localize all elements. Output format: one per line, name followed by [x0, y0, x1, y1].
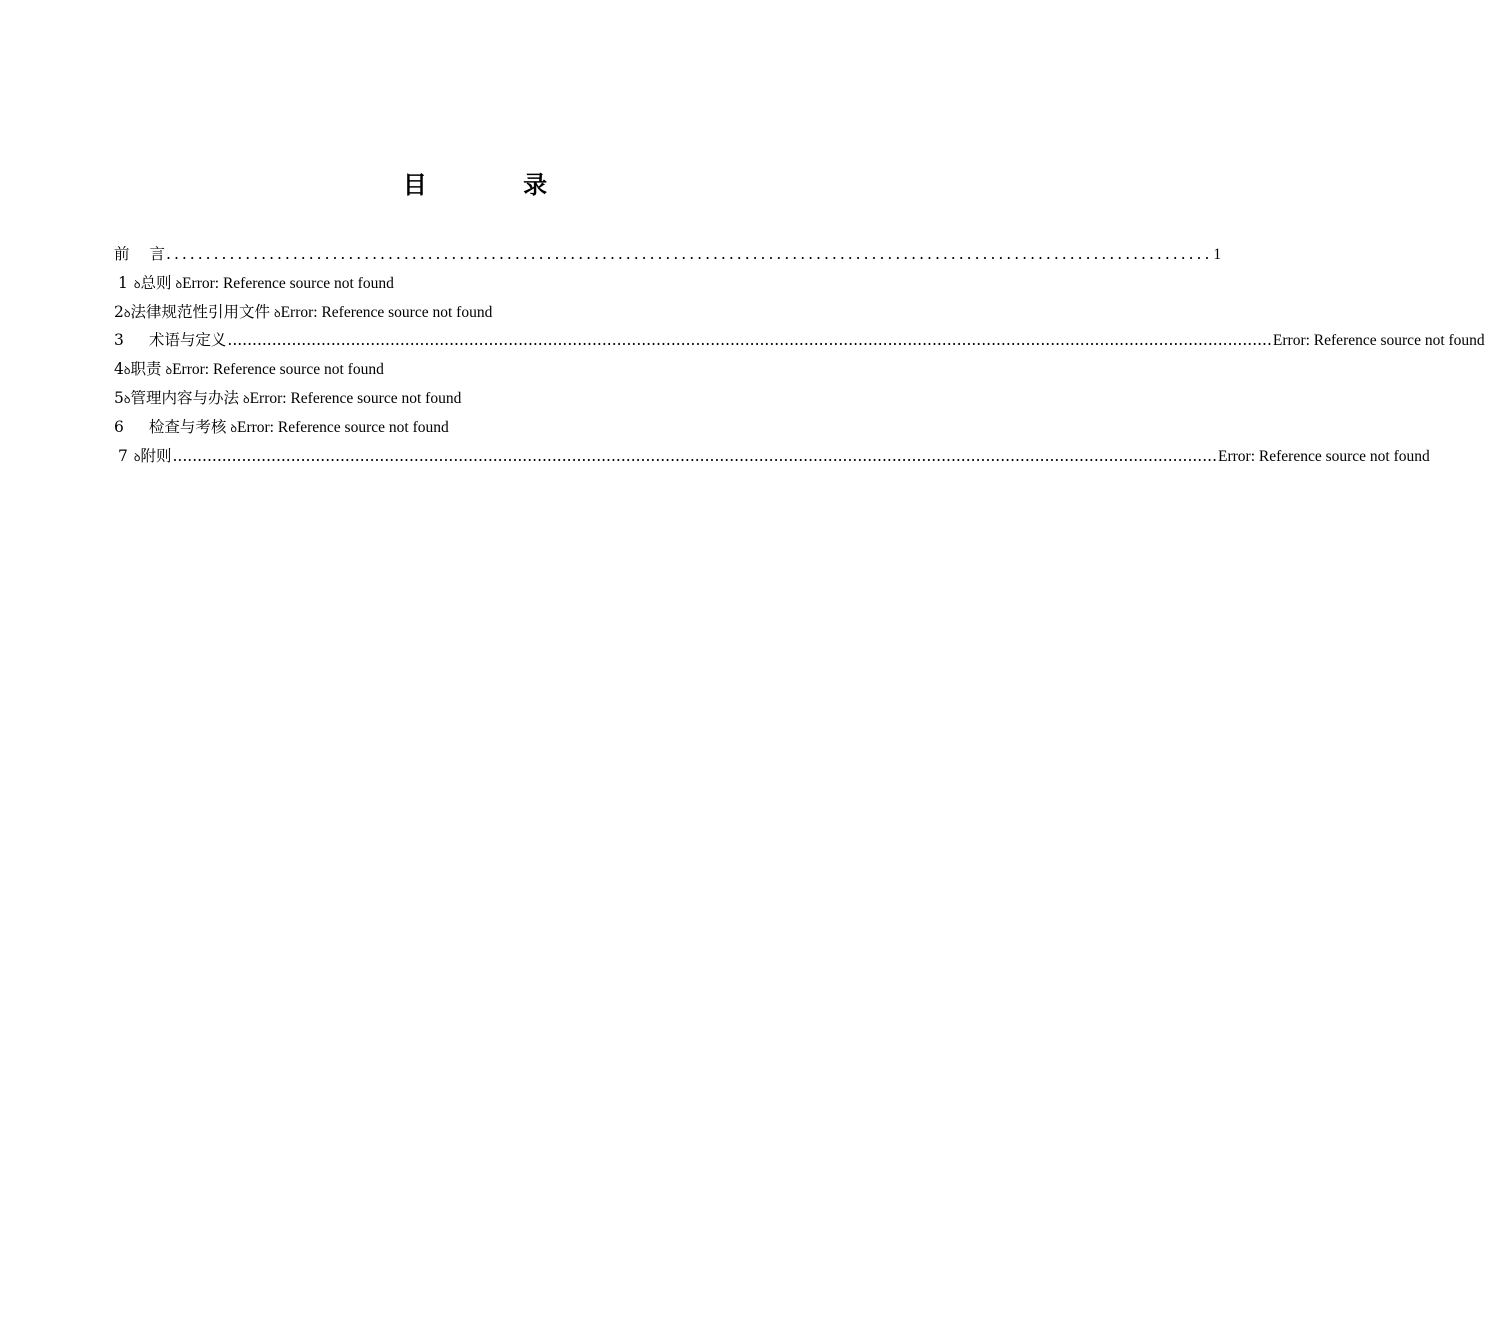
toc-leader-dots: ....................................................................................................................................	[166, 245, 1213, 263]
toc-entry-terms-definitions[interactable]	[114, 326, 1485, 355]
toc-entry-number: 3	[114, 331, 124, 350]
toc-entry-label: 总则	[140, 273, 172, 292]
toc-entry-label: 法律规范性引用文件	[130, 302, 270, 321]
toc-entry-label: 术语与定义	[148, 331, 227, 350]
toc-entry-number: 5	[114, 388, 124, 407]
tab-marker-icon: ꝺ	[230, 421, 237, 435]
toc-leader-dots: ....................................................................................................................................................................................................................	[172, 446, 1218, 465]
tab-marker-icon: ꝺ	[242, 392, 250, 406]
toc-entry-label: 言	[149, 245, 166, 263]
toc-entry-reference: Error: Reference source not found	[236, 418, 449, 436]
toc-entry-label: 管理内容与办法	[130, 388, 239, 407]
toc-entry-normative-references[interactable]	[114, 298, 859, 327]
toc-entry-reference: Error: Reference source not found	[182, 274, 394, 292]
toc-entry-page: 1	[1213, 246, 1222, 263]
toc-entry-number: 4	[114, 360, 124, 379]
toc-entry-reference: Error: Reference source not found	[249, 389, 462, 407]
toc-entry-reference: Error: Reference source not found	[172, 361, 384, 379]
toc-entry-number: 前	[114, 245, 130, 263]
toc-entry-label: 职责	[130, 360, 162, 379]
toc-entry-reference: Error: Reference source not found	[280, 303, 493, 321]
toc-leader-dots: ....................................................................................................................................................................................................................	[227, 331, 1272, 350]
toc-entry-reference: Error: Reference source not found	[1218, 447, 1430, 465]
toc-entry-number: 1	[118, 273, 128, 292]
table-of-contents	[114, 240, 1485, 470]
tab-marker-icon: ꝺ	[273, 306, 281, 320]
tab-marker-icon: ꝺ	[165, 364, 173, 378]
toc-entry-number: 6	[114, 417, 124, 436]
toc-entry-preface[interactable]	[114, 240, 1222, 269]
toc-entry-inspection-assessment[interactable]	[114, 413, 859, 442]
toc-entry-supplementary-provisions[interactable]	[114, 442, 1430, 471]
toc-entry-reference: Error: Reference source not found	[1272, 332, 1485, 350]
tab-marker-icon: ꝺ	[123, 306, 131, 320]
tab-marker-icon: ꝺ	[175, 277, 183, 291]
toc-entry-label: 检查与考核	[148, 417, 227, 436]
tab-marker-icon: ꝺ	[133, 277, 141, 291]
toc-entry-label: 附则	[140, 446, 172, 465]
toc-entry-number: 2	[114, 302, 124, 321]
tab-marker-icon: ꝺ	[123, 364, 131, 378]
tab-marker-icon: ꝺ	[133, 450, 141, 464]
tab-marker-icon: ꝺ	[123, 392, 131, 406]
toc-title: 目 录	[402, 171, 592, 199]
toc-entry-responsibilities[interactable]	[114, 355, 859, 384]
toc-entry-management-methods[interactable]	[114, 384, 859, 413]
toc-entry-number: 7	[118, 446, 128, 465]
toc-entry-general[interactable]	[114, 269, 859, 298]
